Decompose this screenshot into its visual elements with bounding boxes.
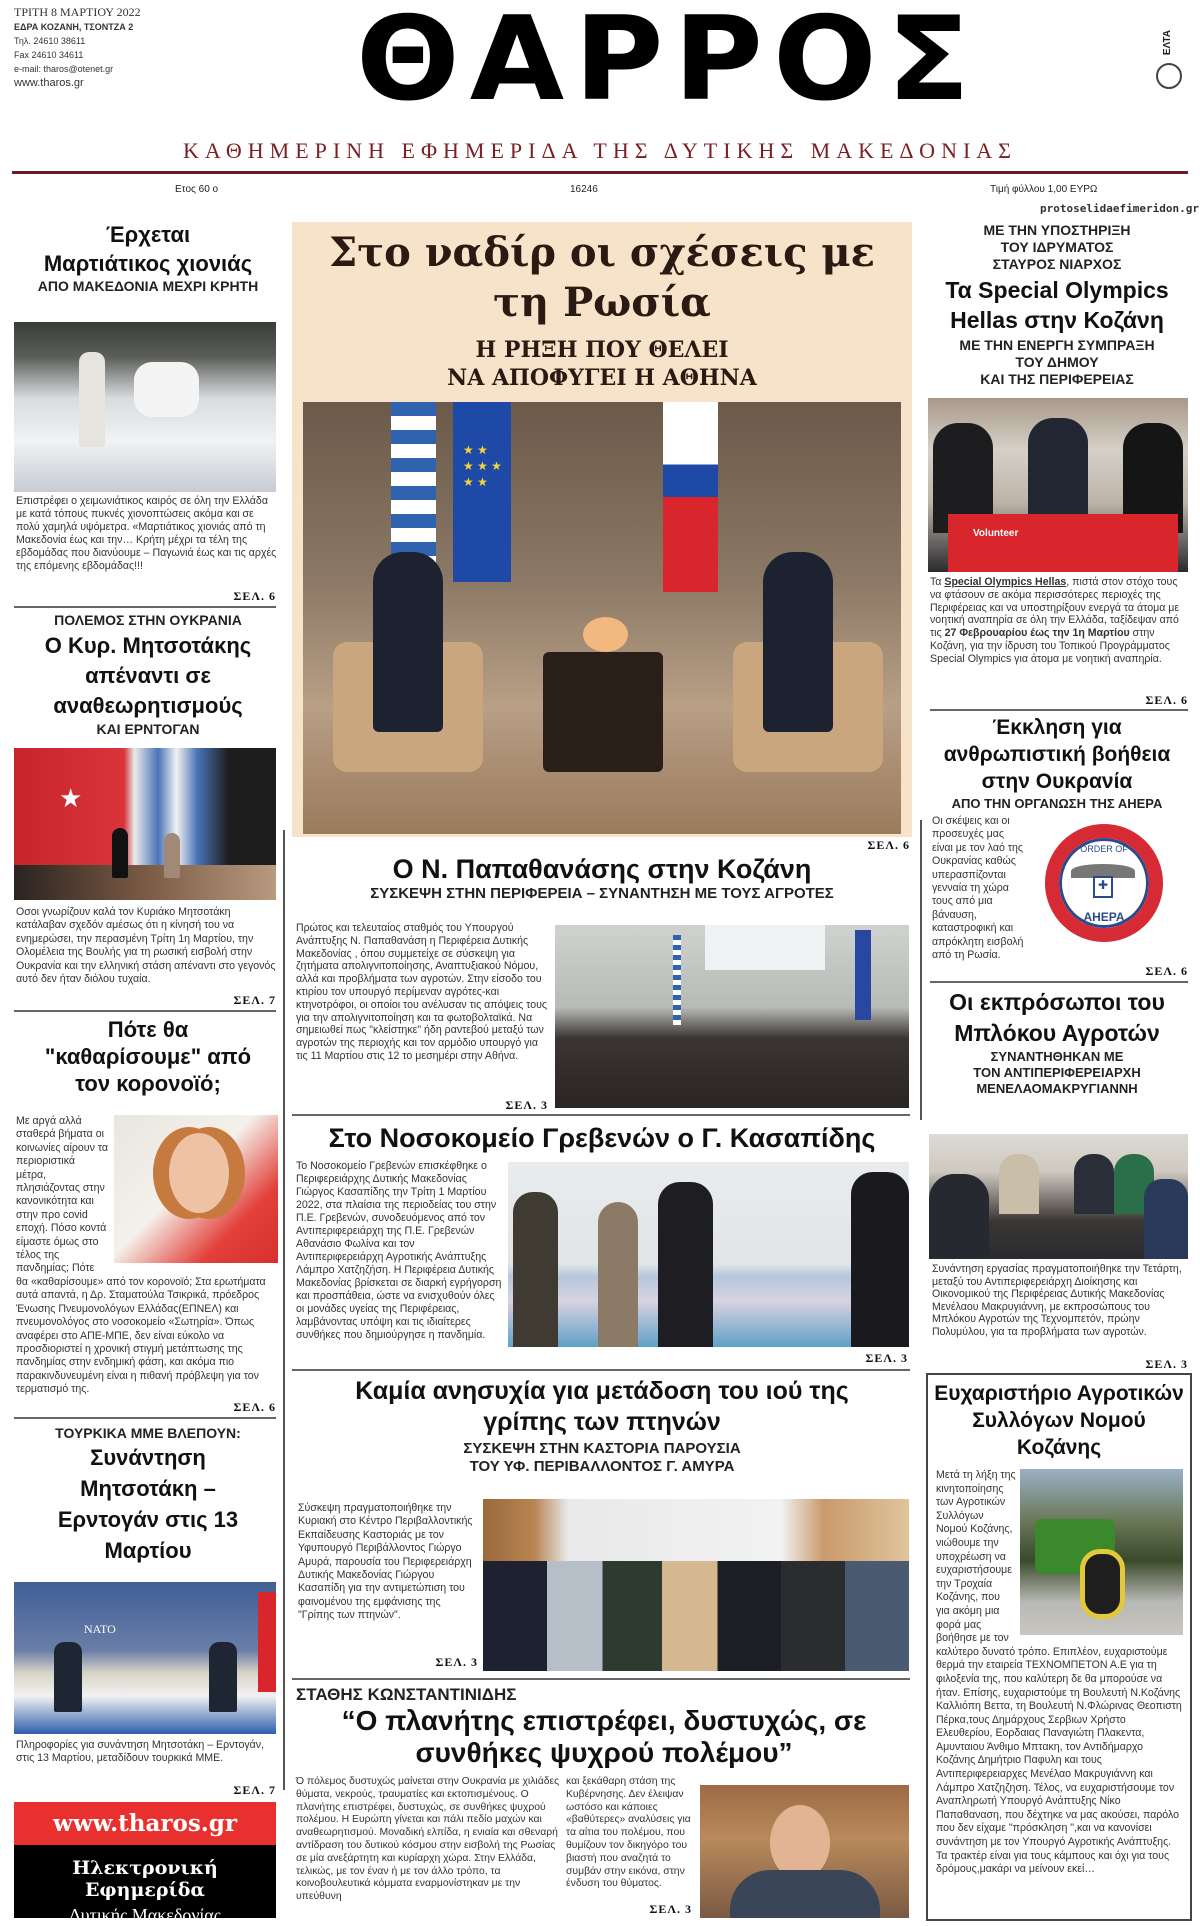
divider [14,1010,276,1012]
konstantinidis-text-col2: και ξεκάθαρη στάση της Κυβέρνησης. Δεν έλειψαν ωστόσο και κάποιες «βαθύτερες» αναλύσεις για τα αίτια του πολέμου, που θυμίζουν τον δικηγόρο του βιαστή που αναζητά το συμβάν στην εικόνα, στην ένδυση του θύματος. [566,1776,691,1890]
fax: Fax 24610 34611 [14,50,84,60]
website-ad-banner[interactable]: Ηλεκτρονική Εφημερίδα Δυτικής Μακεδονίας [14,1845,276,1918]
photo-nato-meeting: NATO [14,1582,276,1734]
watermark: protoselidaefimeridon.gr [1040,202,1199,215]
photo-flags-chess: ★ [14,748,276,900]
article-snow[interactable]: Έρχεται Μαρτιάτικος χιονιάς ΑΠΟ ΜΑΚΕΔΟΝΙΑ ΜΕΧΡΙ ΚΡΗΤΗ [12,220,284,295]
year: Ετος 60 ο [175,184,219,195]
page-ref: ΣΕΛ. 3 [435,1655,478,1669]
birdflu-text: Σύσκεψη πραγματοποιήθηκε την Κυριακή στο Κέντρο Περιβαλλοντικής Εκπαίδευσης Καστοριάς με τον Υφυπουργό Περιβάλλοντος Γιώργο Αμυρά, παρουσία του Περιφερειάρχη Δυτικής Μακεδονίας Γιώργου Κασαπίδη για την αντιμετώπιση του φαινομένου της εμφάνισης της "Γρίπης των πτηνών". [298,1502,473,1622]
page-ref: ΣΕΛ. 6 [233,1400,276,1414]
page-ref: ΣΕΛ. 3 [649,1902,692,1916]
photo-kastoria-meeting [483,1499,909,1671]
lead-headline: Στο ναδίρ οι σχέσεις με τη Ρωσία [328,229,875,326]
olympics-text: Τα Special Olympics Hellas, πιστά στον στόχο τους να φτάσουν σε ακόμα περισσότερες περιοχές της Περιφέρειας και να υποστηρίξουν ενεργά τα άτομα με νοητική αναπηρία σε όλη την Ελλάδα, ταξίδεψαν από τις 27 Φεβρουαρίου έως την 1η Μαρτίου στην Κοζάνη, για την ίδρυση του Τοπικού Προγράμματος Special Olympics για άτομα με νοητική αναπηρία. [930,576,1180,665]
issue-date: ΤΡΙΤΗ 8 ΜΑΡΤΙΟΥ 2022 [14,5,141,19]
newspaper-logo: ΘΑΡΡΟΣ [355,0,980,127]
page-ref: ΣΕΛ. 3 [865,1351,908,1365]
photo-konstantinidis [700,1785,909,1918]
divider [292,1369,910,1371]
ukraine-text: Οσοι γνωρίζουν καλά τον Κυριάκο Μητσοτάκη κατάλαβαν σχεδόν αμέσως ότι η κίνησή του να ενημερώσει, την περασμένη Τρίτη 1η Μαρτίου, την Ολομέλεια της Βουλής για τη ρωσική εισβολή στην Ουκρανία και την ελληνική στάση απέναντι στο γεγονός αυτό δεν ήταν διόλου τυχαία. [16,906,276,986]
article-papathanasis[interactable]: Ο Ν. Παπαθανάσης στην Κοζάνη ΣΥΣΚΕΨΗ ΣΤΗΝ ΠΕΡΙΦΕΡΕΙΑ – ΣΥΝΑΝΤΗΣΗ ΜΕ ΤΟΥΣ ΑΓΡΟΤΕΣ [370,854,834,902]
divider [14,1417,276,1419]
divider [930,981,1188,983]
hospital-text: Το Νοσοκομείο Γρεβενών επισκέφθηκε ο Περιφερειάρχης Δυτικής Μακεδονίας Γιώργος Κασαπίδης την Τρίτη 1 Μαρτίου 2022, στα πλαίσια της περιοδείας του στην Π.Ε. Γρεβενών, συνοδευόμενος από τον Αντιπεριφερειάρχη της Π.Ε. Γρεβενών Αθανάσιο Φωλίνα και τον Αντιπεριφερειάρχη Αγροτικής Ανάπτυξης Λάμπρο Χατζηζήση. Η Περιφέρεια Δυτικής Μακεδονίας βρίσκεται σε διαρκή εγρήγορση και προσπάθεια, ώστε να ενισχυθούν όλες οι μονάδες υγείας της Περιφέρειας, λαμβάνοντας υπόψη και τις ιδιαίτερες συνθήκες που δημιούργησε η πανδημία. [296,1160,502,1341]
divider [292,1114,910,1116]
photo-special-olympics: Volunteer [928,398,1188,572]
lead-subheadline: Η ΡΗΞΗ ΠΟΥ ΘΕΛΕΙ ΝΑ ΑΠΟΦΥΓΕΙ Η ΑΘΗΝΑ [447,337,757,391]
konstantinidis-text-col1: Ό πόλεμος δυστυχώς μαίνεται στην Ουκρανία με χιλιάδες θύματα, νεκρούς, τραυματίες και εκτοπισμένους. Ο πλανήτης επιστρέφει, δυστυχώς, σε συνθήκες ψυχρού πολέμου. Η Ευρώπη γίνεται και πάλι πεδίο μαχών και αναθεωρητισμού. Μοναδική ελπίδα, η ενιαία και σθεναρή αντίδραση του δυτικού κόσμου στην εισβολή της Ρωσίας σε μία ανεξάρτητη και κυρίαρχη χώρα. Στην Ελλάδα, τελικώς, με τον έναν ή με τον άλλο τρόπο, τα κοινοβουλευτικά κόμματα εναρμονίστηκαν με την υπεύθυνη [296,1776,560,1903]
papathanasis-text: Πρώτος και τελευταίος σταθμός του Υπουργού Ανάπτυξης Ν. Παπαθανάση η Περιφέρεια Δυτικής Μακεδονίας , όπου συμμετείχε σε σύσκεψη για ζητήματα απολιγνιτοποίησης, Αναπτυξιακού Νόμου, αλλά και προβλήματα των αγροτών. Στην είσοδο του κτιρίου τον υπουργό περίμεναν αγρότες-και κτηνοτρόφοι, οι οποίοι του ανέλυσαν τις απόψεις τους για την απολιγνιτοποίηση και τα φωτοβολταϊκά. Να σημειωθεί πως "κλείστηκε" ήδη ραντεβού μεταξύ των αγροτών της περιοχής και τον αρμόδιο υπουργό για τις 11 Μαρτίου στις 12 το μεσημέρι στην Αθήνα. [296,922,548,1062]
turkey-text: Πληροφορίες για συνάντηση Μητσοτάκη – Ερντογάν, στις 13 Μαρτίου, μεταδίδουν τουρκικά ΜΜΕ. [16,1739,265,1765]
masthead-info [14,4,141,90]
photo-hospital-visit [508,1162,909,1347]
photo-doctor-portrait [114,1115,278,1263]
issue-number: 16246 [570,184,598,195]
article-farmers-block[interactable]: Οι εκπρόσωποι του Μπλόκου Αγροτών ΣΥΝΑΝΤΗΘΗΚΑΝ ΜΕ ΤΟΝ ΑΝΤΙΠΕΡΙΦΕΡΕΙΑΡΧΗ ΜΕΝΕΛΑΟΜΑΚΡΥΓΙΑΝΝΗ [949,989,1165,1096]
photo-tractor [1020,1469,1183,1635]
photo-meeting-kozani [555,925,909,1108]
column-rule [283,830,285,1790]
page-ref: ΣΕΛ. 6 [1145,693,1188,707]
masthead-rule [12,171,1188,174]
ahepa-logo: ORDER OF ✚ AHEPA [1045,824,1163,942]
page-ref: ΣΕΛ. 3 [505,1098,548,1112]
article-bird-flu[interactable]: Καμία ανησυχία για μετάδοση του ιού της γρίπης των πτηνών ΣΥΣΚΕΨΗ ΣΤΗΝ ΚΑΣΤΟΡΙΑ ΠΑΡΟΥΣΙΑ ΤΟΥ ΥΦ. ΠΕΡΙΒΑΛΛΟΝΤΟΣ Γ. ΑΜΥΡΑ [355,1377,849,1475]
article-turkey-media[interactable]: ΤΟΥΡΚΙΚΑ ΜΜΕ ΒΛΕΠΟΥΝ: Συνάντηση Μητσοτάκη – Ερντογάν στις 13 Μαρτίου [55,1425,241,1563]
website: www.tharos.gr [14,77,84,89]
elta-postal-logo: ΕΛΤΑ [1152,30,1188,125]
article-ukraine-stance[interactable]: ΠΟΛΕΜΟΣ ΣΤΗΝ ΟΥΚΡΑΝΙΑ Ο Κυρ. Μητσοτάκης απέναντι σε αναθεωρητισμούς ΚΑΙ ΕΡΝΤΟΓΑΝ [44,612,252,737]
lead-story[interactable] [292,222,912,837]
thanks-notice-box[interactable]: Ευχαριστήριο Αγροτικών Συλλόγων Νομού Κοζάνης Μετά τη λήξη της κινητοποίησης των Αγροτικών Συλλόγων Νομού Κοζάνης, νιώθουμε την υποχρέωση να ευχαριστήσουμε την Τροχαία Κοζάνης, που για ακόμη μια φορά μας βοήθησε με τον καλύτερο δυνατό τρόπο. Επιπλέον, ευχαριστούμε θερμά την εταιρεία ΤΕΧΝΟΜΠΕΤΟΝ Α.Ε για τη φιλοξενία της, που καλύτερη δε θα μπορούσε να ήταν. Επίσης, ευχαριστούμε τη Βουλευτή Ν.Κοζάνης Καλλιόπη Βεττα, τη Βουλευτή Ν.Φλώρινας Θεοπιστη Πέρκα,τους Δημάρχους Σερβιων Χρήστο Ελευθερίου, Εορδαιας Παναγιώτη Πλακεντα, Αμυνταιου Άνθιμο Μπτακη, τον Αντιδήμαρχο Κοζάνης Δημήτριο Παφυλη και τους Αντιπεριφερειαρχες Μενέλαο Μακρυγιάννη και Λάμπρο Χατζηζηση. Τέλος, να ευχαριστήσουμε τον Αναπληρωτή Υπουργό Ανάπτυξης Νίκο Παπαθαναση, που δέχτηκε να μας ακούσει, παρόλο που δεν είχαμε "πρόσκληση ",και να κανονίσει συνάντηση με τον Υπουργό Αγροτικής Ανάπτυξης. Τα τρακτέρ είναι για τους κάμπους και όχι για τους δρόμους,μακάρι να μείνουν εκεί… [926,1373,1192,1921]
divider [930,709,1188,711]
article-special-olympics[interactable]: ΜΕ ΤΗΝ ΥΠΟΣΤΗΡΙΞΗ ΤΟΥ ΙΔΡΥΜΑΤΟΣ ΣΤΑΥΡΟΣ ΝΙΑΡΧΟΣ Τα Special Olympics Hellas στην Κοζάνη ΜΕ ΤΗΝ ΕΝΕΡΓΗ ΣΥΜΠΡΑΞΗ ΤΟΥ ΔΗΜΟΥ ΚΑΙ ΤΗΣ ΠΕΡΙΦΕΡΕΙΑΣ [945,222,1169,387]
snow-text: Επιστρέφει ο χειμωνιάτικος καιρός σε όλη την Ελλάδα με κατά τόπους πυκνές χιονοπτώσεις ακόμα και σε πολύ χαμηλά υψόμετρα. «Μαρτιάτικος χιονιάς από τη Μακεδονία έως και την… Κρήτη μέχρι τα τέλη της εβδομάδας που διανύουμε – Παγωνιά έως και τις αρχές της επόμενης εβδομάδας!!! [16,495,277,572]
photo-farmers-meeting [929,1134,1188,1259]
article-grevena-hospital[interactable]: Στο Νοσοκομείο Γρεβενών ο Γ. Κασαπίδης [328,1123,876,1153]
page-ref: ΣΕΛ. 6 [867,838,910,852]
column-rule [920,820,922,1120]
email: e-mail: tharos@otenet.gr [14,64,114,74]
ahepa-text: Οι σκέψεις και οι προσευχές μας είναι με τον λαό της Ουκρανίας καθώς υπερασπίζονται γενναία τη χώρα τους από μια βάναυση, καταστροφική και απρόκλητη εισβολή από τη Ρωσία. [932,815,1024,962]
covid-text: Με αργά αλλά σταθερά βήματα οι κοινωνίες αίρουν τα περιοριστικά μέτρα, πλησιάζοντας στην κανονικότητα και στην προ covid εποχή. Πόσο κοντά είμαστε όμως στο τέλος της πανδημίας; Πότε θα «καθαρίσουμε» από τον κορονοϊό; Στα ερωτήματα αυτά απαντά, η Δρ. Σταματούλα Τσικρικά, πρόεδρος Ένωσης Πνευμονολόγων Ελλάδας(ΕΠΝΕΛ) και πνευμονολόγος στο νοσοκομείο «Σωτηρία». Όπως αναφέρει στο ΑΠΕ-ΜΠΕ, δεν είναι εύκολο να προσδιοριστεί η χρονική στιγμή μετάπτωσης της πανδημίας στην ενδημική φάση, και ακόμα πιο παρακινδυνευμένη είναι η πιθανή πρόβλεψη για τον τερματισμό της. [16,1115,278,1397]
thanks-text: Μετά τη λήξη της κινητοποίησης των Αγροτικών Συλλόγων Νομού Κοζάνης, νιώθουμε την υποχρέωση να ευχαριστήσουμε την Τροχαία Κοζάνης, που για ακόμη μια φορά μας βοήθησε με τον καλύτερο δυνατό τρόπο. Επιπλέον, ευχαριστούμε θερμά την εταιρεία ΤΕΧΝΟΜΠΕΤΟΝ Α.Ε για τη φιλοξενία της, που καλύτερη δε θα μπορούσε να ήταν. Επίσης, ευχαριστούμε τη Βουλευτή Ν.Κοζάνης Καλλιόπη Βεττα, τη Βουλευτή Ν.Φλώρινας Θεοπιστη Πέρκα,τους Δημάρχους Σερβιων Χρήστο Ελευθερίου, Εορδαιας Παναγιώτη Πλακεντα, Αμυνταιου Άνθιμο Μπτακη, τον Αντιδήμαρχο Κοζάνης Δημήτριο Παφυλη και τους Αντιπεριφερειαρχες Μενέλαο Μακρυγιάννη και Λάμπρο Χατζηζηση. Τέλος, να ευχαριστήσουμε τον Αναπληρωτή Υπουργό Ανάπτυξης Νίκο Παπαθαναση, που δέχτηκε να μας ακούσει, παρόλο που δεν είχαμε "πρόσκληση ",και να κανονίσει συνάντηση με τον Υπουργό Αγροτικής Ανάπτυξης. Τα τρακτέρ είναι για τους κάμπους και όχι για τους δρόμους,μακάρι να μείνουν εκεί… [936,1469,1182,1876]
page-ref: ΣΕΛ. 7 [233,993,276,1007]
address: ΕΔΡΑ ΚΟΖΑΝΗ, ΤΣΟΝΤΖΑ 2 [14,22,134,32]
farmers-text: Συνάντηση εργασίας πραγματοποιήθηκε την Τετάρτη, μεταξύ του Αντιπεριφερειάρχη Διοίκησης και Οικονομικού της Περιφέρειας Δυτικής Μακεδονίας Μενέλαου Μακρυγιάννη, με εκπροσώπους του Μπλόκου Αγροτών της Τεχνομπετόν, πρώην Πολυμύλου, για τα προβλήματα των αγροτών. [932,1263,1182,1338]
subtitle: ΑΠΟ ΜΑΚΕΔΟΝΙΑ ΜΕΧΡΙ ΚΡΗΤΗ [37,278,259,294]
divider [14,606,276,608]
divider [292,1678,910,1680]
photo-mitsotakis-putin: ★ ★ ★ ★ ★ ★ ★ [303,402,901,834]
page-ref: ΣΕΛ. 6 [233,589,276,603]
tagline: ΚΑΘΗΜΕΡΙΝΗ ΕΦΗΜΕΡΙΔΑ ΤΗΣ ΔΥΤΙΚΗΣ ΜΑΚΕΔΟΝΙΑΣ [183,138,1017,163]
article-konstantinidis[interactable]: ΣΤΑΘΗΣ ΚΩΝΣΤΑΝΤΙΝΙΔΗΣ “Ο πλανήτης επιστρέφει, δυστυχώς, σε συνθήκες ψυχρού πολέμου” [296,1685,867,1768]
article-ahepa[interactable]: Έκκληση για ανθρωπιστική βοήθεια στην Ουκρανία ΑΠΟ ΤΗΝ ΟΡΓΑΝΩΣΗ ΤΗΣ ΑΗΕΡΑ [943,716,1171,811]
page-ref: ΣΕΛ. 6 [1145,964,1188,978]
price: Τιμή φύλλου 1,00 ΕΥΡΩ [990,184,1098,195]
phone: Τηλ. 24610 38611 [14,36,86,46]
website-ad-link[interactable]: www.tharos.gr [14,1802,276,1845]
photo-snow-street [14,322,276,492]
page-ref: ΣΕΛ. 3 [1145,1357,1188,1371]
article-covid[interactable]: Πότε θα "καθαρίσουμε" από τον κορονοϊό; [44,1017,252,1096]
page-ref: ΣΕΛ. 7 [233,1783,276,1797]
